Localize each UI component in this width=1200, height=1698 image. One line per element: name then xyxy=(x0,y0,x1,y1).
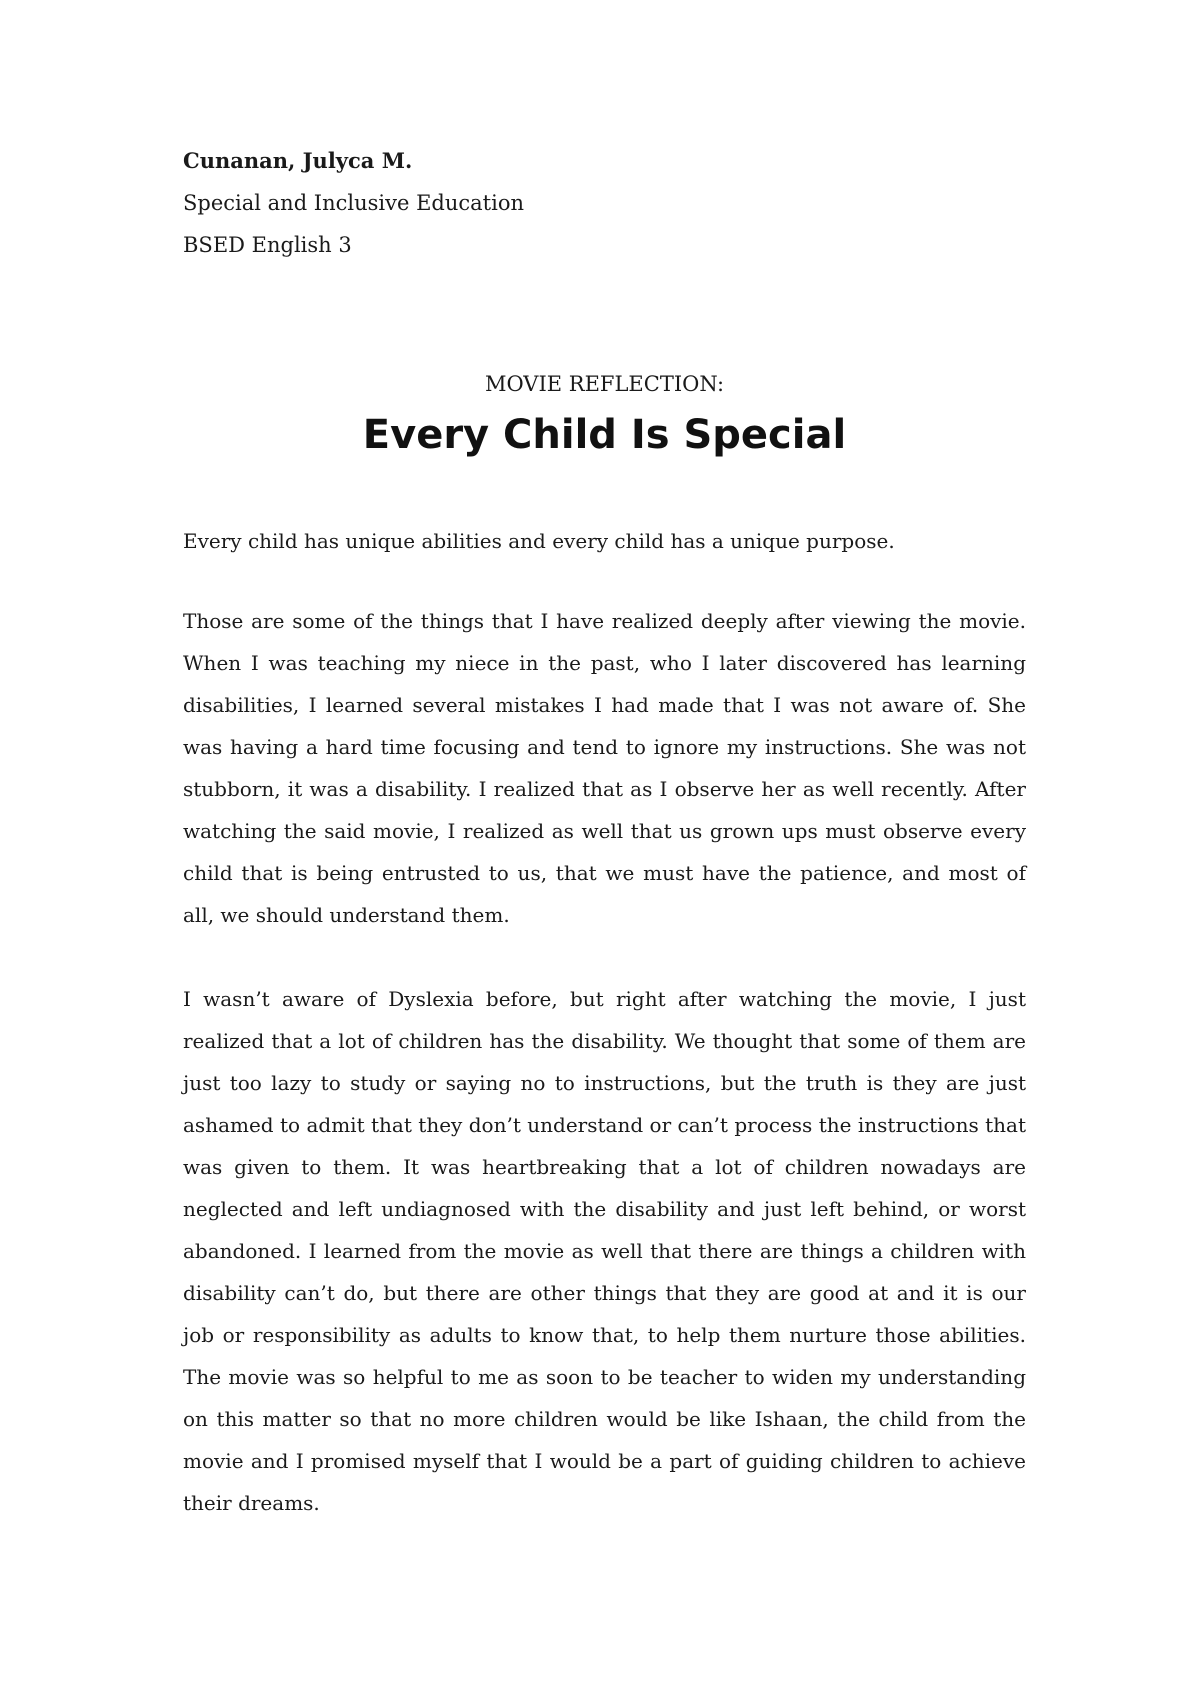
section-name: BSED English 3 xyxy=(183,233,352,257)
document-body xyxy=(183,520,1026,1566)
document-title: Every Child Is Special xyxy=(362,412,847,458)
course-name: Special and Inclusive Education xyxy=(183,191,524,215)
paragraph-reflection: Those are some of the things that I have realized deeply after viewing the movie. When I was teaching my niece in the past, who I later discovered has learning disabilities, I learned several mistakes I had made that I was not aware of. She was having a hard time focusing and tend to ignore my instructions. She was not stubborn, it was a disability. I realized that as I observe her as well recently. After watching the said movie, I realized as well that us grown ups must observe every child that is being entrusted to us, that we must have the patience, and most of all, we should understand them. xyxy=(183,609,1026,927)
paragraph-intro: Every child has unique abilities and every child has a unique purpose. xyxy=(183,529,895,553)
author-name: Cunanan, Julyca M. xyxy=(183,148,413,173)
document-subtitle: MOVIE REFLECTION: xyxy=(484,372,725,396)
paragraph-dyslexia: I wasn’t aware of Dyslexia before, but right after watching the movie, I just realized that a lot of children has the disability. We thought that some of them are just too lazy to study or saying no to instructions, but the truth is they are just ashamed to admit that they don’t understand or can’t process the instructions that was given to them. It was heartbreaking that a lot of children nowadays are neglected and left undiagnosed with the disability and just left behind, or worst abandoned. I learned from the movie as well that there are things a children with disability can’t do, but there are other things that they are good at and it is our job or responsibility as adults to know that, to help them nurture those abilities. The movie was so helpful to me as soon to be teacher to widen my understanding on this matter so that no more children would be like Ishaan, the child from the movie and I promised myself that I would be a part of guiding children to achieve their dreams. xyxy=(183,987,1026,1515)
document-page xyxy=(183,140,1026,1515)
